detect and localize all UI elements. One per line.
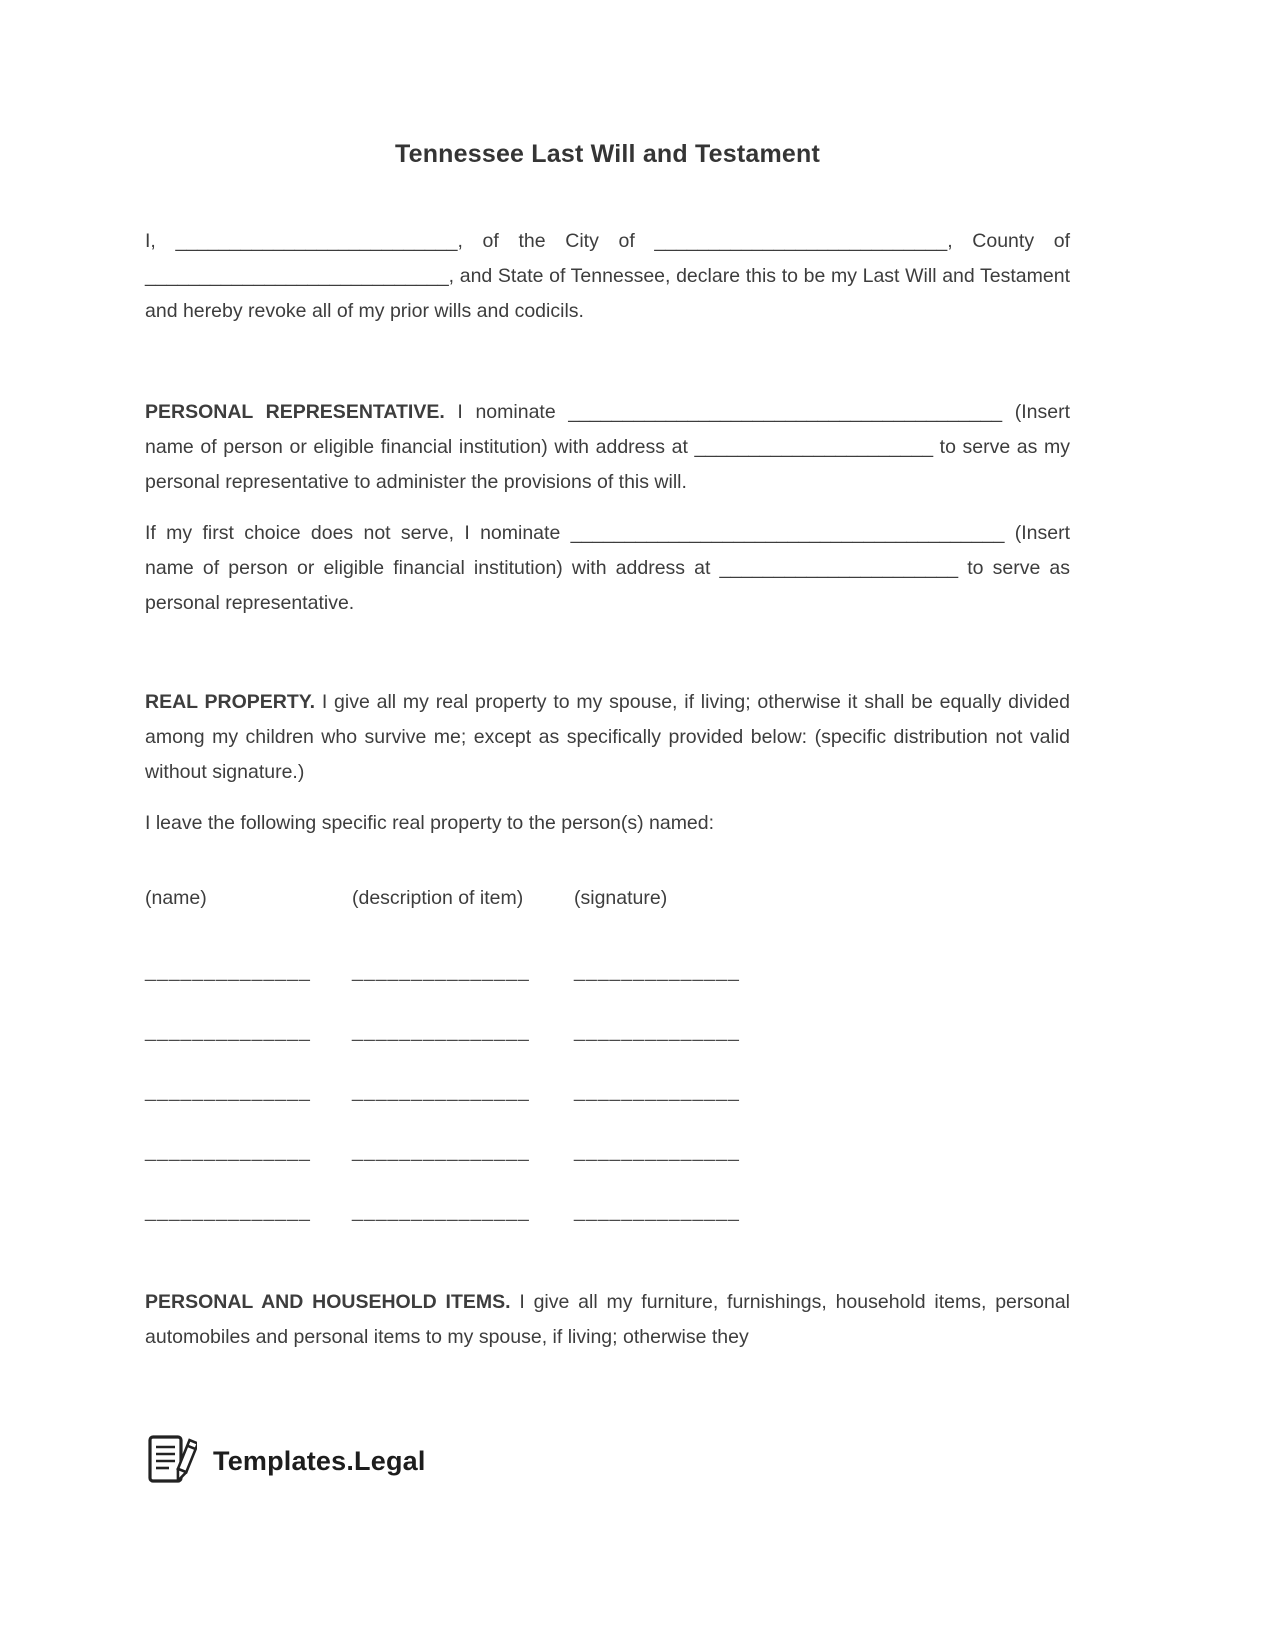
table-row (145, 954, 1070, 989)
table-header-row (145, 881, 1070, 916)
blank-line-name: ______________ (145, 960, 311, 982)
column-header-signature: (signature) (574, 887, 668, 909)
blank-line-description: _______________ (352, 1080, 530, 1102)
table-row (145, 1194, 1070, 1229)
table-row (145, 1014, 1070, 1049)
blank-line-description: _______________ (352, 1140, 530, 1162)
real-property-body-text: I give all my real property to my spouse, if living; otherwise it shall be equally divided among my children who survive me; except as specifically provided below: (specific distribution not valid without signature.) (145, 691, 1070, 783)
column-header-name: (name) (145, 887, 207, 909)
personal-representative-heading: PERSONAL REPRESENTATIVE. (145, 401, 445, 423)
real-property-heading: REAL PROPERTY. (145, 691, 316, 713)
document-pencil-icon (147, 1434, 197, 1488)
real-property-paragraph (145, 685, 1070, 790)
table-row (145, 1134, 1070, 1169)
blank-line-signature: ______________ (574, 960, 740, 982)
blank-line-signature: ______________ (574, 1020, 740, 1042)
real-property-list-intro: I leave the following specific real property to the person(s) named: (145, 812, 715, 834)
blank-line-signature: ______________ (574, 1080, 740, 1102)
blank-line-name: ______________ (145, 1140, 311, 1162)
blank-line-name: ______________ (145, 1200, 311, 1222)
personal-representative-alternate-paragraph: If my first choice does not serve, I nominate ________________________________________ (Insert name of person or eligible financial institution) with address at ______________________ to serve as personal representative. (145, 522, 1070, 614)
blank-line-description: _______________ (352, 960, 530, 982)
personal-representative-first-choice-text: I nominate ________________________________________ (Insert name of person or eligible financial institution) with address at ______________________ to serve as my personal representative to administer the provisions of this will. (145, 401, 1070, 493)
document-title: Tennessee Last Will and Testament (394, 140, 820, 168)
personal-household-body-text: I give all my furniture, furnishings, household items, personal automobiles and personal items to my spouse, if living; otherwise they (145, 1291, 1070, 1348)
personal-household-heading: PERSONAL AND HOUSEHOLD ITEMS. (145, 1291, 511, 1313)
table-row (145, 1074, 1070, 1109)
real-property-table (145, 881, 1070, 1229)
blank-line-name: ______________ (145, 1020, 311, 1042)
footer-brand (147, 1434, 426, 1488)
blank-line-name: ______________ (145, 1080, 311, 1102)
blank-line-description: _______________ (352, 1200, 530, 1222)
personal-representative-paragraph (145, 395, 1070, 500)
brand-name: Templates.Legal (213, 1445, 426, 1476)
personal-household-paragraph (145, 1285, 1070, 1355)
intro-paragraph: I, __________________________, of the City of ___________________________, County of ____________________________, and State of Tennessee, declare this to be my Last Will and Testament and hereby revoke all of my prior wills and codicils. (145, 230, 1070, 322)
blank-line-signature: ______________ (574, 1140, 740, 1162)
blank-line-signature: ______________ (574, 1200, 740, 1222)
blank-line-description: _______________ (352, 1020, 530, 1042)
column-header-description: (description of item) (352, 887, 524, 909)
